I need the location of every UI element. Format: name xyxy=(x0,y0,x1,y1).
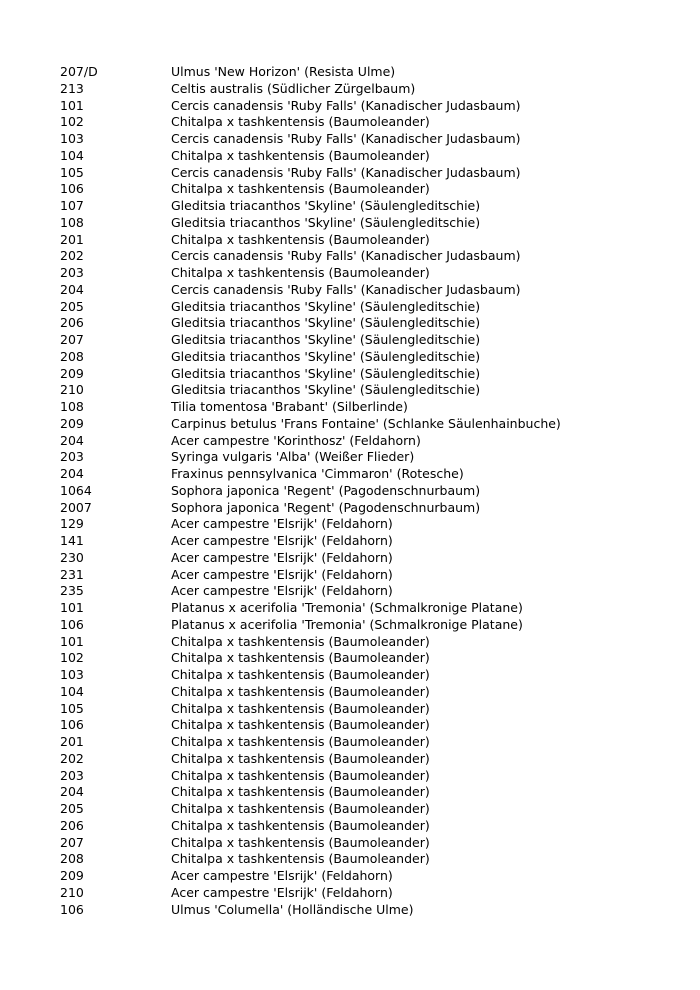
tree-species: Chitalpa x tashkentensis (Baumoleander) xyxy=(171,147,430,163)
tree-species: Ulmus 'Columella' (Holländische Ulme) xyxy=(171,901,414,917)
tree-species: Gleditsia triacanthos 'Skyline' (Säulengleditschie) xyxy=(171,298,481,314)
tree-species: Tilia tomentosa 'Brabant' (Silberlinde) xyxy=(171,399,408,414)
table-row xyxy=(60,701,680,718)
table-row xyxy=(60,751,680,768)
tree-species: Gleditsia triacanthos 'Skyline' (Säulengleditschie) xyxy=(171,198,481,213)
tree-species: Chitalpa x tashkentensis (Baumoleander) xyxy=(171,231,430,247)
tree-species: Chitalpa x tashkentensis (Baumoleander) xyxy=(171,801,430,816)
tree-number: 107 xyxy=(60,198,84,213)
table-row xyxy=(60,684,680,701)
table-row xyxy=(60,148,680,165)
tree-number: 208 xyxy=(60,851,84,867)
tree-species: Fraxinus pennsylvanica 'Cimmaron' (Rotesche) xyxy=(171,466,464,481)
tree-species: Chitalpa x tashkentensis (Baumoleander) xyxy=(171,650,430,666)
table-row xyxy=(60,516,680,533)
table-row xyxy=(60,801,680,818)
tree-species: Gleditsia triacanthos 'Skyline' (Säulengleditschie) xyxy=(171,214,481,230)
tree-species: Chitalpa x tashkentensis (Baumoleander) xyxy=(171,784,430,800)
table-row xyxy=(60,64,680,81)
table-row xyxy=(60,265,680,282)
tree-number: 203 xyxy=(60,449,84,465)
tree-species: Celtis australis (Südlicher Zürgelbaum) xyxy=(171,80,416,96)
tree-number: 210 xyxy=(60,884,84,900)
table-row xyxy=(60,583,680,600)
tree-number: 204 xyxy=(60,432,84,448)
tree-species: Carpinus betulus 'Frans Fontaine' (Schlanke Säulenhainbuche) xyxy=(171,415,561,431)
table-row xyxy=(60,198,680,215)
table-row xyxy=(60,483,680,500)
tree-species: Chitalpa x tashkentensis (Baumoleander) xyxy=(171,834,430,850)
table-row xyxy=(60,349,680,366)
tree-species: Gleditsia triacanthos 'Skyline' (Säulengleditschie) xyxy=(171,348,481,364)
table-row xyxy=(60,835,680,852)
tree-species: Platanus x acerifolia 'Tremonia' (Schmalkronige Platane) xyxy=(171,616,523,632)
table-row xyxy=(60,332,680,349)
tree-species: Sophora japonica 'Regent' (Pagodenschnurbaum) xyxy=(171,499,481,515)
tree-number: 105 xyxy=(60,700,84,716)
table-row xyxy=(60,818,680,835)
tree-number: 203 xyxy=(60,265,84,280)
tree-species: Acer campestre 'Elsrijk' (Feldahorn) xyxy=(171,549,393,565)
tree-species: Cercis canadensis 'Ruby Falls' (Kanadischer Judasbaum) xyxy=(171,281,521,297)
table-row xyxy=(60,98,680,115)
table-row xyxy=(60,600,680,617)
table-row xyxy=(60,449,680,466)
tree-number: 105 xyxy=(60,164,84,180)
tree-species: Chitalpa x tashkentensis (Baumoleander) xyxy=(171,750,430,766)
table-row xyxy=(60,500,680,517)
tree-species: Gleditsia triacanthos 'Skyline' (Säulengleditschie) xyxy=(171,315,481,331)
tree-number: 209 xyxy=(60,365,84,381)
tree-number: 1064 xyxy=(60,482,92,498)
table-row xyxy=(60,667,680,684)
table-row xyxy=(60,399,680,416)
tree-number: 202 xyxy=(60,248,84,264)
tree-number: 210 xyxy=(60,382,84,398)
tree-number: 201 xyxy=(60,734,84,749)
tree-number: 207/D xyxy=(60,64,98,79)
tree-number: 203 xyxy=(60,767,84,783)
tree-species: Cercis canadensis 'Ruby Falls' (Kanadischer Judasbaum) xyxy=(171,97,521,113)
tree-number: 104 xyxy=(60,147,84,163)
table-row xyxy=(60,868,680,885)
tree-number: 205 xyxy=(60,298,84,314)
table-row xyxy=(60,181,680,198)
table-row xyxy=(60,248,680,265)
tree-species: Cercis canadensis 'Ruby Falls' (Kanadischer Judasbaum) xyxy=(171,248,521,264)
tree-number: 202 xyxy=(60,750,84,766)
table-row xyxy=(60,114,680,131)
table-row xyxy=(60,315,680,332)
tree-species: Sophora japonica 'Regent' (Pagodenschnurbaum) xyxy=(171,482,481,498)
tree-species: Chitalpa x tashkentensis (Baumoleander) xyxy=(171,767,430,783)
tree-species: Gleditsia triacanthos 'Skyline' (Säulengleditschie) xyxy=(171,365,481,381)
tree-number: 103 xyxy=(60,667,84,682)
tree-species: Chitalpa x tashkentensis (Baumoleander) xyxy=(171,700,430,716)
table-row xyxy=(60,734,680,751)
tree-number: 207 xyxy=(60,834,84,850)
tree-species: Gleditsia triacanthos 'Skyline' (Säulengleditschie) xyxy=(171,332,481,347)
tree-number: 129 xyxy=(60,516,84,532)
tree-species: Chitalpa x tashkentensis (Baumoleander) xyxy=(171,717,430,733)
tree-species: Chitalpa x tashkentensis (Baumoleander) xyxy=(171,181,430,197)
table-row xyxy=(60,382,680,399)
tree-species: Acer campestre 'Elsrijk' (Feldahorn) xyxy=(171,566,393,582)
tree-number: 106 xyxy=(60,616,84,632)
tree-number: 206 xyxy=(60,315,84,331)
tree-number: 201 xyxy=(60,231,84,247)
tree-number: 204 xyxy=(60,466,84,481)
table-row xyxy=(60,634,680,651)
tree-number: 205 xyxy=(60,801,84,816)
table-row xyxy=(60,885,680,902)
table-row xyxy=(60,717,680,734)
tree-species: Chitalpa x tashkentensis (Baumoleander) xyxy=(171,667,430,682)
table-row xyxy=(60,416,680,433)
table-row xyxy=(60,650,680,667)
tree-species: Acer campestre 'Elsrijk' (Feldahorn) xyxy=(171,583,393,599)
tree-number: 106 xyxy=(60,717,84,733)
table-row xyxy=(60,784,680,801)
tree-species: Acer campestre 'Korinthosz' (Feldahorn) xyxy=(171,432,421,448)
table-row xyxy=(60,81,680,98)
tree-species: Acer campestre 'Elsrijk' (Feldahorn) xyxy=(171,516,393,532)
table-row xyxy=(60,466,680,483)
tree-species: Acer campestre 'Elsrijk' (Feldahorn) xyxy=(171,884,393,900)
tree-number: 141 xyxy=(60,533,84,548)
table-row xyxy=(60,282,680,299)
tree-species: Chitalpa x tashkentensis (Baumoleander) xyxy=(171,633,430,649)
table-row xyxy=(60,550,680,567)
tree-species: Gleditsia triacanthos 'Skyline' (Säulengleditschie) xyxy=(171,382,481,398)
tree-species: Chitalpa x tashkentensis (Baumoleander) xyxy=(171,817,430,833)
table-row xyxy=(60,215,680,232)
tree-species: Chitalpa x tashkentensis (Baumoleander) xyxy=(171,114,430,130)
tree-number: 102 xyxy=(60,114,84,130)
tree-number: 206 xyxy=(60,817,84,833)
table-row xyxy=(60,366,680,383)
tree-number: 208 xyxy=(60,348,84,364)
tree-species: Platanus x acerifolia 'Tremonia' (Schmalkronige Platane) xyxy=(171,600,523,615)
table-row xyxy=(60,433,680,450)
tree-number: 204 xyxy=(60,784,84,800)
tree-number: 108 xyxy=(60,214,84,230)
tree-number: 101 xyxy=(60,600,84,615)
tree-number: 106 xyxy=(60,181,84,197)
tree-number: 101 xyxy=(60,633,84,649)
table-row xyxy=(60,567,680,584)
tree-number: 106 xyxy=(60,901,84,917)
tree-number: 235 xyxy=(60,583,84,599)
table-row xyxy=(60,533,680,550)
tree-number: 103 xyxy=(60,131,84,146)
tree-number: 2007 xyxy=(60,499,92,515)
table-row xyxy=(60,617,680,634)
tree-species: Ulmus 'New Horizon' (Resista Ulme) xyxy=(171,64,396,79)
tree-number: 231 xyxy=(60,566,84,582)
table-row xyxy=(60,165,680,182)
tree-species: Acer campestre 'Elsrijk' (Feldahorn) xyxy=(171,533,393,548)
tree-species: Chitalpa x tashkentensis (Baumoleander) xyxy=(171,683,430,699)
tree-number: 101 xyxy=(60,97,84,113)
tree-number: 204 xyxy=(60,281,84,297)
table-row xyxy=(60,232,680,249)
tree-species: Chitalpa x tashkentensis (Baumoleander) xyxy=(171,265,430,280)
tree-number: 209 xyxy=(60,415,84,431)
tree-species: Cercis canadensis 'Ruby Falls' (Kanadischer Judasbaum) xyxy=(171,164,521,180)
tree-species: Chitalpa x tashkentensis (Baumoleander) xyxy=(171,734,430,749)
tree-number: 108 xyxy=(60,399,84,414)
tree-number: 230 xyxy=(60,549,84,565)
table-row xyxy=(60,299,680,316)
table-row xyxy=(60,131,680,148)
tree-species: Cercis canadensis 'Ruby Falls' (Kanadischer Judasbaum) xyxy=(171,131,521,146)
tree-number: 102 xyxy=(60,650,84,666)
tree-number: 209 xyxy=(60,868,84,883)
tree-number: 104 xyxy=(60,683,84,699)
tree-number: 213 xyxy=(60,80,84,96)
table-row xyxy=(60,851,680,868)
tree-list xyxy=(60,64,680,918)
table-row xyxy=(60,902,680,919)
tree-species: Chitalpa x tashkentensis (Baumoleander) xyxy=(171,851,430,867)
table-row xyxy=(60,768,680,785)
tree-species: Acer campestre 'Elsrijk' (Feldahorn) xyxy=(171,868,393,883)
tree-species: Syringa vulgaris 'Alba' (Weißer Flieder) xyxy=(171,449,415,465)
tree-number: 207 xyxy=(60,332,84,347)
